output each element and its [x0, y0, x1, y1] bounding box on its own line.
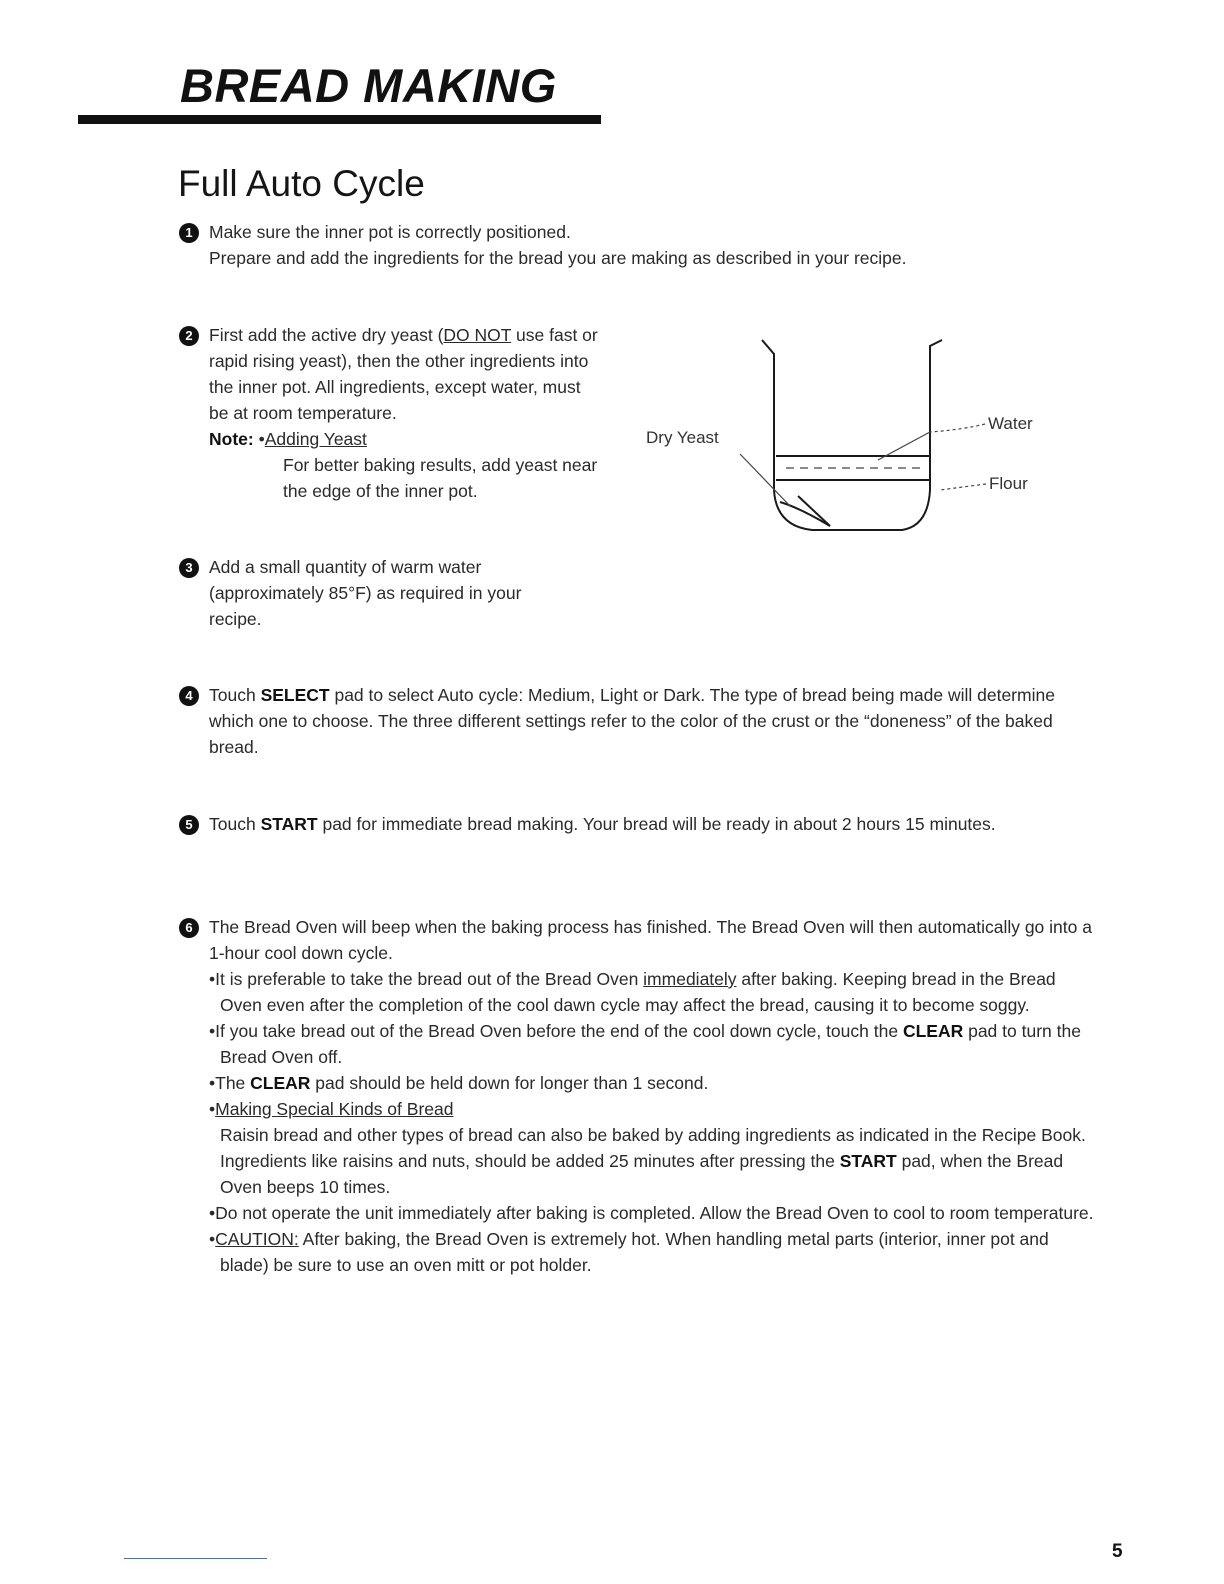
step-2-note: Note: •Adding Yeast	[209, 429, 367, 449]
step-4-number: 4	[179, 686, 199, 706]
step-5	[185, 811, 1049, 837]
step-5-text: Touch START pad for immediate bread making. Your bread will be ready in about 2 hours 15 minutes.	[209, 814, 996, 834]
clear-pad-label-2: CLEAR	[250, 1073, 311, 1093]
step-2-number: 2	[179, 326, 199, 346]
step-5-number: 5	[179, 815, 199, 835]
page-header	[0, 58, 601, 124]
blade-curve	[780, 502, 830, 526]
water-label: Water	[988, 414, 1033, 433]
page-title: BREAD MAKING	[180, 59, 557, 112]
water-leader	[930, 424, 985, 432]
note-heading: Adding Yeast	[264, 429, 367, 449]
step-6-bullet-5: •Do not operate the unit immediately after baking is completed. Allow the Bread Oven to cool to room temperature.	[209, 1203, 1094, 1223]
step-4-text: Touch SELECT pad to select Auto cycle: Medium, Light or Dark. The type of bread being made will determine which one to choose. The three different settings refer to the color of the crust or the “doneness” of the baked bread.	[209, 685, 1055, 757]
do-not-emphasis: DO NOT	[443, 325, 512, 345]
start-pad-label-2: START	[839, 1151, 897, 1171]
title-underline	[78, 115, 601, 124]
step-6	[185, 914, 1094, 1278]
section-title: Full Auto Cycle	[178, 163, 425, 204]
step-6-number: 6	[179, 918, 199, 938]
page-number: 5	[1112, 1541, 1123, 1562]
caution-label: CAUTION:	[215, 1229, 299, 1249]
step-1-line-1: Make sure the inner pot is correctly positioned.	[209, 222, 571, 242]
flour-label: Flour	[989, 474, 1028, 493]
step-6-bullet-3: •The CLEAR pad should be held down for longer than 1 second.	[209, 1073, 709, 1093]
clear-pad-label: CLEAR	[902, 1021, 964, 1041]
step-2-text: First add the active dry yeast (DO NOT use fast or rapid rising yeast), then the other ingredients into the inner pot. All ingredients, except water, must be at room temperature.	[209, 325, 598, 423]
step-6-bullet-6: •CAUTION: After baking, the Bread Oven is extremely hot. When handling metal parts (interior, inner pot and blade) be sure to use an oven mitt or pot holder.	[209, 1229, 1049, 1275]
step-1-number: 1	[179, 223, 199, 243]
step-6-bullet-1: •It is preferable to take the bread out of the Bread Oven immediately after baking. Keeping bread in the Bread Oven even after the completion of the cool dawn cycle may affect the bread, causing it to become soggy.	[209, 969, 1056, 1015]
step-4	[185, 682, 1099, 760]
step-3-text: Add a small quantity of warm water (approximately 85°F) as required in your recipe.	[209, 557, 522, 629]
step-2-note-body: For better baking results, add yeast near the edge of the inner pot.	[283, 455, 598, 501]
step-1-line-2: Prepare and add the ingredients for the bread you are making as described in your recipe.	[209, 248, 907, 268]
note-label: Note:	[209, 429, 254, 449]
pot-left-wall	[762, 340, 774, 490]
step-3	[185, 554, 569, 632]
pot-right-wall	[930, 340, 942, 490]
special-breads-heading: Making Special Kinds of Bread	[215, 1099, 454, 1119]
step-6-bullet-4: •Making Special Kinds of Bread	[209, 1099, 454, 1119]
pot-bottom	[774, 490, 930, 530]
step-6-bullet-4-body: Raisin bread and other types of bread can also be baked by adding ingredients as indicated in the Recipe Book. Ingredients like raisins and nuts, should be added 25 minutes after pressing the START pad, when the Bread Oven beeps 10 times.	[220, 1125, 1086, 1197]
step-6-bullet-2: •If you take bread out of the Bread Oven before the end of the cool down cycle, touch the CLEAR pad to turn the Bread Oven off.	[209, 1021, 1081, 1067]
step-6-intro: The Bread Oven will beep when the baking process has finished. The Bread Oven will then automatically go into a 1-hour cool down cycle.	[209, 917, 1092, 963]
step-1	[185, 219, 1109, 271]
flour-leader	[940, 484, 986, 490]
inner-pot-diagram	[640, 330, 1060, 540]
step-2	[185, 322, 604, 504]
footer-divider	[124, 1558, 267, 1559]
select-pad-label: SELECT	[260, 685, 330, 705]
step-3-number: 3	[179, 558, 199, 578]
dry-yeast-label: Dry Yeast	[646, 428, 719, 447]
start-pad-label: START	[260, 814, 318, 834]
